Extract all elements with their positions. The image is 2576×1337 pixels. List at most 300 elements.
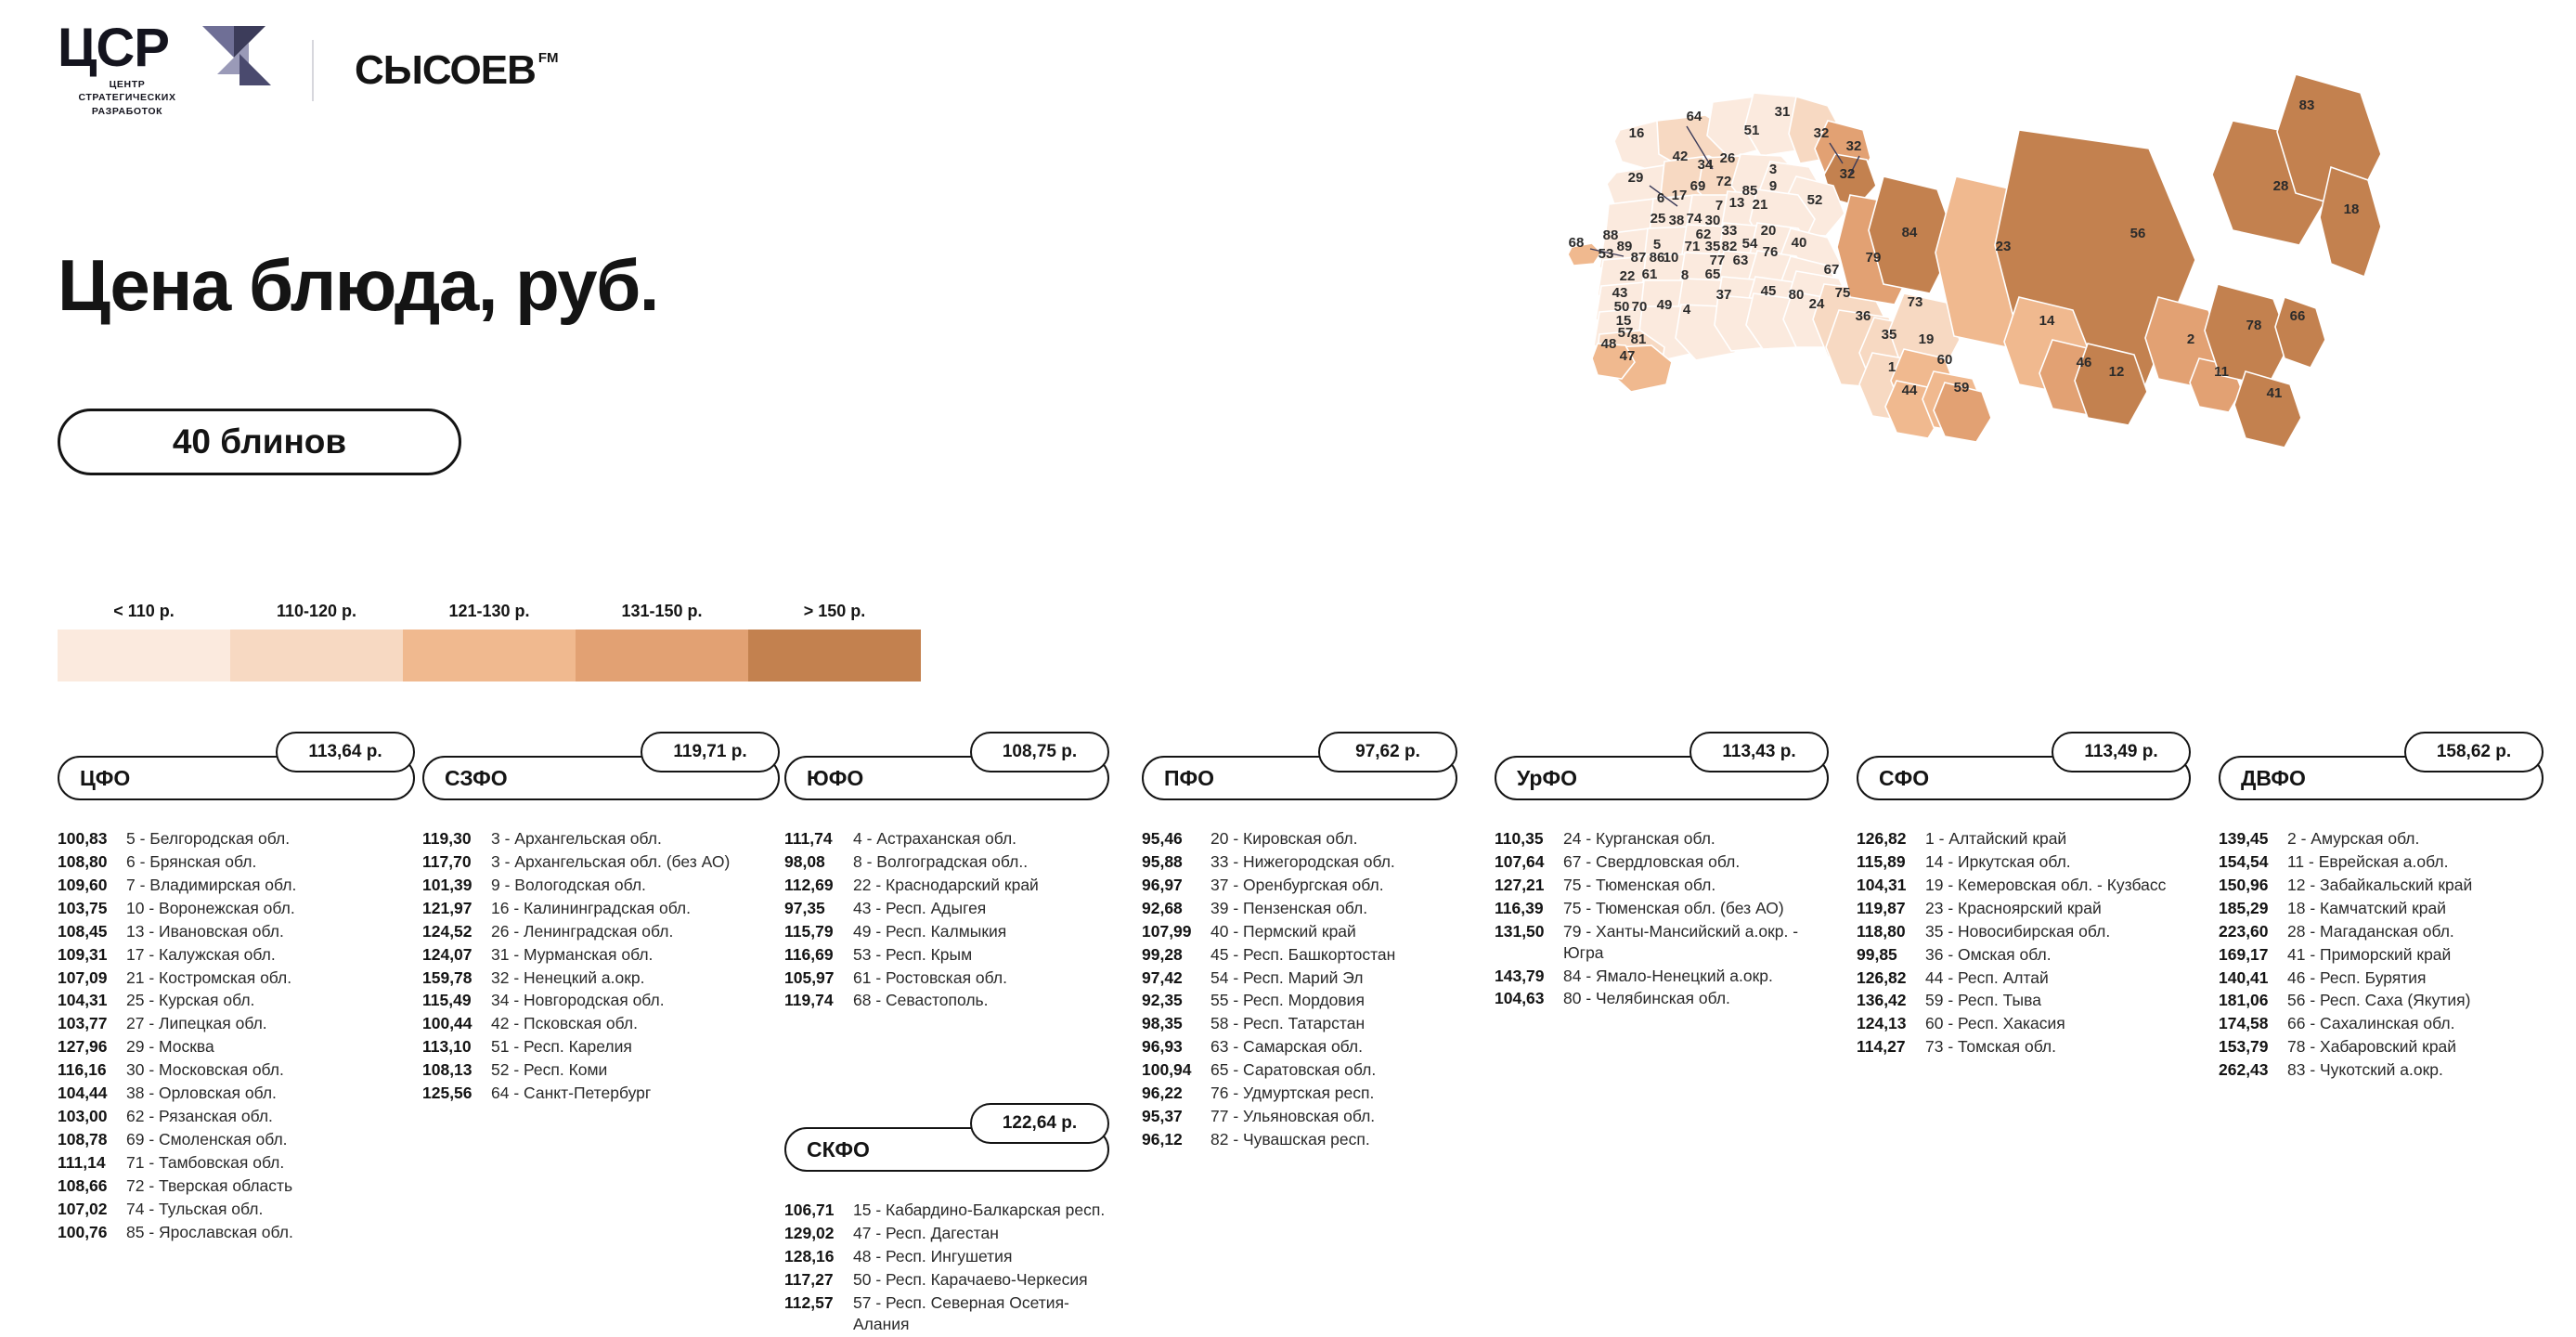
map-region-number-63: 63 [1732,253,1749,268]
row-region-name: 25 - Курская обл. [126,991,255,1010]
map-region-number-32: 32 [1845,138,1862,154]
map-region-number-71: 71 [1684,239,1701,254]
row-price: 127,96 [58,1037,108,1057]
map-region-number-68: 68 [1568,235,1585,251]
sysoev-logo-text: СЫСОЕВ [355,47,536,94]
row-price: 108,80 [58,851,108,871]
row-price: 119,74 [784,991,834,1010]
row-region-name: 8 - Волгоградская обл.. [853,851,1029,871]
district-row [1142,828,1457,850]
map-region-number-46: 46 [2076,355,2092,370]
row-price: 124,07 [422,944,472,964]
row-price: 115,49 [422,991,472,1010]
map-region-number-81: 81 [1630,331,1647,347]
district-code-label: СЗФО [445,765,508,790]
district-row [422,1013,780,1034]
row-region-name: 37 - Оренбургская обл. [1210,875,1384,894]
map-region-number-70: 70 [1631,299,1648,315]
district-row [58,828,415,850]
row-region-name: 34 - Новгородская обл. [491,991,665,1010]
row-price: 98,08 [784,851,825,871]
district-row [422,875,780,896]
map-region-number-49: 49 [1656,297,1673,313]
district-row [422,990,780,1011]
map-region-number-25: 25 [1650,211,1666,227]
district-row [1857,898,2191,919]
map-region-number-44: 44 [1901,383,1918,398]
district-row [58,990,415,1011]
row-price: 100,76 [58,1222,108,1241]
legend-swatch-2 [403,630,576,681]
row-price: 127,21 [1495,875,1545,894]
map-region-number-12: 12 [2108,364,2125,380]
row-region-name: 72 - Тверская область [126,1175,293,1195]
map-region-number-20: 20 [1760,223,1777,239]
map-region-number-41: 41 [2266,385,2283,401]
district-row [58,1175,415,1197]
district-code-label: УрФО [1517,765,1578,790]
map-region-number-79: 79 [1865,250,1882,266]
row-region-name: 15 - Кабардино-Балкарская респ. [853,1201,1106,1219]
district-row [784,828,1109,850]
map-region-number-74: 74 [1686,211,1702,227]
sysoev-logo-fm: FM [537,50,559,67]
row-price: 116,69 [784,944,834,964]
row-region-name: 4 - Астраханская обл. [853,829,1017,848]
row-price: 110,35 [1495,829,1544,848]
district-row [784,1269,1109,1291]
district-row [1857,967,2191,989]
row-price: 103,77 [58,1014,108,1033]
map-region-number-88: 88 [1602,227,1619,243]
district-row [1857,990,2191,1011]
district-average-badge: 97,62 р. [1318,732,1457,772]
district-row [58,921,415,942]
row-region-name: 61 - Ростовская обл. [853,967,1007,987]
row-price: 95,37 [1142,1107,1183,1126]
map-region-number-67: 67 [1823,262,1840,278]
district-row [1142,944,1457,966]
map-region-number-86: 86 [1649,250,1665,266]
map-region-number-32: 32 [1813,125,1830,141]
map-region-number-76: 76 [1762,244,1779,260]
row-region-name: 23 - Красноярский край [1925,898,2102,917]
row-price: 104,63 [1495,989,1545,1008]
district-rows [2219,828,2544,1081]
row-region-name: 75 - Тюменская обл. (без АО) [1563,898,1784,917]
district-row [1857,1036,2191,1058]
district-rows [422,828,780,1104]
district-block-двфо [2219,743,2544,1083]
row-price: 99,85 [1857,944,1897,964]
row-price: 117,27 [784,1269,834,1289]
row-region-name: 31 - Мурманская обл. [491,944,654,964]
row-price: 96,12 [1142,1129,1183,1149]
row-region-name: 22 - Краснодарский край [853,875,1039,894]
map-region-number-37: 37 [1715,287,1732,303]
district-row [422,851,780,873]
map-region-number-69: 69 [1689,178,1706,194]
district-row [1142,875,1457,896]
row-price: 111,74 [784,829,833,848]
csr-logo-subtitle [58,78,197,118]
row-price: 114,27 [1857,1037,1906,1057]
district-row [422,898,780,919]
row-region-name: 64 - Санкт-Петербург [491,1084,652,1103]
district-row [1857,828,2191,850]
map-region-number-24: 24 [1808,296,1825,312]
map-region-number-75: 75 [1834,285,1851,301]
row-price: 125,56 [422,1084,472,1103]
district-header-юфо [784,743,1109,800]
district-rows [58,828,415,1243]
row-price: 108,45 [58,921,108,941]
map-region-number-51: 51 [1743,123,1760,138]
row-region-name: 56 - Респ. Саха (Якутия) [2287,991,2471,1010]
district-row [422,828,780,850]
district-row [2219,921,2544,942]
row-price: 115,79 [784,921,834,941]
row-region-name: 39 - Пензенская обл. [1210,898,1368,917]
district-row [1857,851,2191,873]
map-region-number-47: 47 [1619,348,1636,364]
row-region-name: 3 - Архангельская обл. (без АО) [491,851,731,871]
map-region-number-10: 10 [1663,250,1679,266]
district-row [2219,875,2544,896]
page-title: Цена блюда, руб. [58,244,658,326]
csr-logo-letters: ЦСР [58,18,169,78]
row-region-name: 3 - Архангельская обл. [491,829,662,848]
district-row [784,898,1109,919]
row-price: 169,17 [2219,944,2269,964]
row-region-name: 13 - Ивановская обл. [126,921,284,941]
district-block-цфо [58,743,415,1245]
row-price: 111,14 [58,1152,106,1172]
map-svg [1063,65,2539,752]
row-price: 126,82 [1857,967,1907,987]
row-price: 139,45 [2219,829,2269,848]
row-price: 112,57 [784,1292,834,1312]
row-region-name: 78 - Хабаровский край [2287,1037,2457,1057]
row-region-name: 19 - Кемеровская обл. - Кузбасс [1925,875,2167,894]
row-region-name: 18 - Камчатский край [2287,898,2446,917]
map-region-number-35: 35 [1704,239,1721,254]
legend-label-2: 121-130 р. [448,602,530,620]
row-price: 223,60 [2219,921,2269,941]
district-row [1495,988,1829,1009]
map-region-number-40: 40 [1791,235,1807,251]
map-region-number-22: 22 [1619,268,1636,284]
district-row [2219,1013,2544,1034]
row-region-name: 5 - Белгородская обл. [126,829,291,848]
row-price: 100,44 [422,1014,472,1033]
map-region-number-23: 23 [1995,239,2012,254]
row-region-name: 21 - Костромская обл. [126,967,292,987]
map-region-number-28: 28 [2272,178,2289,194]
district-average-badge: 108,75 р. [970,732,1109,772]
district-row [1495,921,1829,964]
row-region-name: 68 - Севастополь. [853,991,989,1010]
row-price: 106,71 [784,1201,835,1219]
district-average-badge: 122,64 р. [970,1103,1109,1144]
map-region-number-8: 8 [1680,267,1689,283]
district-row [1495,851,1829,873]
map-region-number-30: 30 [1704,213,1721,228]
row-price: 181,06 [2219,991,2269,1010]
district-row [1495,898,1829,919]
row-price: 104,44 [58,1084,108,1103]
map-region-number-77: 77 [1709,253,1726,268]
row-region-name: 17 - Калужская обл. [126,944,276,964]
legend [58,602,921,681]
legend-swatch-4 [748,630,921,681]
district-row [1142,1106,1457,1127]
district-row [58,1222,415,1243]
map-region-number-3: 3 [1768,162,1778,177]
district-header-сфо [1857,743,2191,800]
map-region-number-80: 80 [1788,287,1805,303]
map-region-number-54: 54 [1741,236,1758,252]
district-row [2219,1036,2544,1058]
row-region-name: 7 - Владимирская обл. [126,875,297,894]
district-row [1857,944,2191,966]
map-region-number-45: 45 [1760,283,1777,299]
row-price: 96,97 [1142,875,1183,894]
district-header-двфо [2219,743,2544,800]
row-price: 107,09 [58,967,108,987]
row-region-name: 51 - Респ. Карелия [491,1037,632,1057]
district-average-badge: 113,64 р. [276,732,415,772]
map-region-number-65: 65 [1704,266,1721,282]
district-row [1142,1036,1457,1058]
map-region-number-85: 85 [1741,183,1758,199]
subtitle-badge [58,409,461,475]
row-region-name: 14 - Иркутская обл. [1925,851,2071,871]
row-price: 119,87 [1857,898,1906,917]
row-price: 101,39 [422,875,472,894]
map-region-number-15: 15 [1615,313,1632,329]
row-price: 115,89 [1857,851,1906,871]
row-price: 159,78 [422,967,472,987]
row-region-name: 9 - Вологодская обл. [491,875,646,894]
row-region-name: 63 - Самарская обл. [1210,1037,1363,1057]
map-region-number-57: 57 [1617,325,1634,341]
row-price: 97,42 [1142,967,1183,987]
csr-subtitle-line-1: ЦЕНТР [109,79,146,91]
map-region-number-66: 66 [2289,308,2306,324]
district-average-badge: 113,49 р. [2052,732,2191,772]
district-row [58,1083,415,1104]
map-region-number-53: 53 [1598,246,1614,262]
map-region-number-61: 61 [1641,266,1658,282]
row-region-name: 52 - Респ. Коми [491,1060,608,1080]
row-region-name: 33 - Нижегородская обл. [1210,851,1395,871]
district-row [1142,1059,1457,1081]
district-header-сзфо [422,743,780,800]
district-row [422,1059,780,1081]
row-region-name: 42 - Псковская обл. [491,1014,638,1033]
row-region-name: 54 - Респ. Марий Эл [1210,967,1364,987]
row-price: 107,99 [1142,921,1192,941]
district-row [58,1129,415,1150]
district-row [422,921,780,942]
district-header-цфо [58,743,415,800]
row-price: 126,82 [1857,829,1907,848]
district-average-badge: 158,62 р. [2404,732,2544,772]
map-region-number-62: 62 [1695,227,1712,242]
row-region-name: 28 - Магаданская обл. [2287,921,2454,941]
map-region-number-14: 14 [2039,313,2055,329]
map-region-number-64: 64 [1686,109,1702,124]
row-price: 97,35 [784,898,825,917]
row-price: 117,70 [422,851,472,871]
row-region-name: 48 - Респ. Ингушетия [853,1246,1013,1266]
row-region-name: 77 - Ульяновская обл. [1210,1107,1376,1126]
map-region-number-38: 38 [1668,213,1685,228]
row-region-name: 80 - Челябинская обл. [1563,989,1730,1008]
row-region-name: 20 - Кировская обл. [1210,829,1358,848]
map-region-number-73: 73 [1907,294,1923,310]
district-row [784,1246,1109,1267]
row-region-name: 16 - Калининградская обл. [491,898,691,917]
row-price: 150,96 [2219,875,2269,894]
map-region-number-21: 21 [1752,197,1768,213]
district-block-скфо [784,1114,1109,1337]
map-region-number-16: 16 [1628,125,1645,141]
district-row [422,967,780,989]
district-code-label: ЦФО [80,765,131,790]
district-row [2219,828,2544,850]
row-region-name: 79 - Ханты-Мансийский а.окр. - Югра [1563,921,1799,962]
row-region-name: 69 - Смоленская обл. [126,1129,288,1149]
map-region-number-56: 56 [2129,226,2146,241]
row-region-name: 1 - Алтайский край [1925,829,2067,848]
row-price: 95,88 [1142,851,1183,871]
csr-logo [58,18,271,118]
row-price: 96,93 [1142,1037,1183,1057]
row-region-name: 43 - Респ. Адыгея [853,898,987,917]
row-price: 108,66 [58,1175,108,1195]
row-price: 116,16 [58,1060,107,1080]
district-row [58,1059,415,1081]
district-rows [784,828,1109,1011]
row-region-name: 67 - Свердловская обл. [1563,851,1741,871]
csr-subtitle-line-2: СТРАТЕГИЧЕСКИХ [78,92,176,104]
map-region-number-17: 17 [1671,188,1688,203]
row-price: 99,28 [1142,944,1183,964]
district-block-урфо [1495,743,1829,1011]
row-region-name: 57 - Респ. Северная Осетия-Алания [853,1292,1069,1333]
district-average-badge: 119,71 р. [641,732,780,772]
map-region-number-72: 72 [1715,174,1732,189]
district-row [58,944,415,966]
district-row [1142,921,1457,942]
district-rows [1857,828,2191,1058]
district-header-пфо [1142,743,1457,800]
district-row [1142,898,1457,919]
row-region-name: 60 - Респ. Хакасия [1925,1014,2065,1033]
row-price: 108,13 [422,1060,472,1080]
map-region-number-29: 29 [1627,170,1644,186]
legend-label-3: 131-150 р. [621,602,703,620]
district-row [422,1083,780,1104]
row-region-name: 55 - Респ. Мордовия [1210,991,1365,1010]
district-row [1495,828,1829,850]
row-region-name: 49 - Респ. Калмыкия [853,921,1007,941]
district-row [1142,1013,1457,1034]
row-region-name: 40 - Пермский край [1210,921,1356,941]
map-region-number-89: 89 [1616,239,1633,254]
map-region-number-84: 84 [1901,225,1918,240]
district-row [1857,875,2191,896]
district-row [1857,921,2191,942]
row-region-name: 32 - Ненецкий а.окр. [491,967,645,987]
row-region-name: 59 - Респ. Тыва [1925,991,2041,1010]
map-region-number-1: 1 [1887,359,1896,375]
row-region-name: 85 - Ярославская обл. [126,1222,293,1241]
map-region-number-5: 5 [1652,237,1662,253]
district-code-label: ЮФО [807,765,864,790]
district-row [2219,851,2544,873]
district-row [58,851,415,873]
row-region-name: 75 - Тюменская обл. [1563,875,1716,894]
row-region-name: 71 - Тамбовская обл. [126,1152,285,1172]
district-row [784,1292,1109,1335]
district-row [58,1013,415,1034]
row-price: 118,80 [1857,921,1906,941]
district-row [58,898,415,919]
district-row [2219,1059,2544,1081]
district-rows [784,1200,1109,1335]
map-region-number-42: 42 [1672,149,1689,164]
map-region-number-35: 35 [1881,327,1897,343]
csr-subtitle-line-3: РАЗРАБОТОК [91,105,163,117]
map-region-number-26: 26 [1719,150,1736,166]
district-row [1142,967,1457,989]
row-price: 124,52 [422,921,472,941]
district-row [2219,990,2544,1011]
row-price: 108,78 [58,1129,108,1149]
district-row [1142,1083,1457,1104]
district-row [1495,966,1829,987]
map-region-number-83: 83 [2298,97,2315,113]
district-average-badge: 113,43 р. [1689,732,1829,772]
district-row [784,921,1109,942]
row-region-name: 38 - Орловская обл. [126,1084,277,1103]
district-row [1142,1129,1457,1150]
row-price: 262,43 [2219,1060,2269,1080]
logo-divider [312,40,314,101]
row-region-name: 36 - Омская обл. [1925,944,2052,964]
district-row [2219,967,2544,989]
row-price: 109,31 [58,944,108,964]
district-row [2219,898,2544,919]
legend-swatch-1 [230,630,403,681]
district-row [1142,990,1457,1011]
row-price: 105,97 [784,967,835,987]
legend-swatch-0 [58,630,230,681]
district-block-сзфо [422,743,780,1106]
district-block-пфо [1142,743,1457,1152]
row-price: 143,79 [1495,966,1545,985]
map-region-number-33: 33 [1721,223,1738,239]
map-region-number-87: 87 [1630,250,1647,266]
map-region-number-13: 13 [1728,195,1745,211]
row-price: 100,94 [1142,1060,1192,1080]
map-region-number-6: 6 [1656,190,1665,206]
row-region-name: 84 - Ямало-Ненецкий а.окр. [1563,966,1773,985]
row-price: 100,83 [58,829,108,848]
